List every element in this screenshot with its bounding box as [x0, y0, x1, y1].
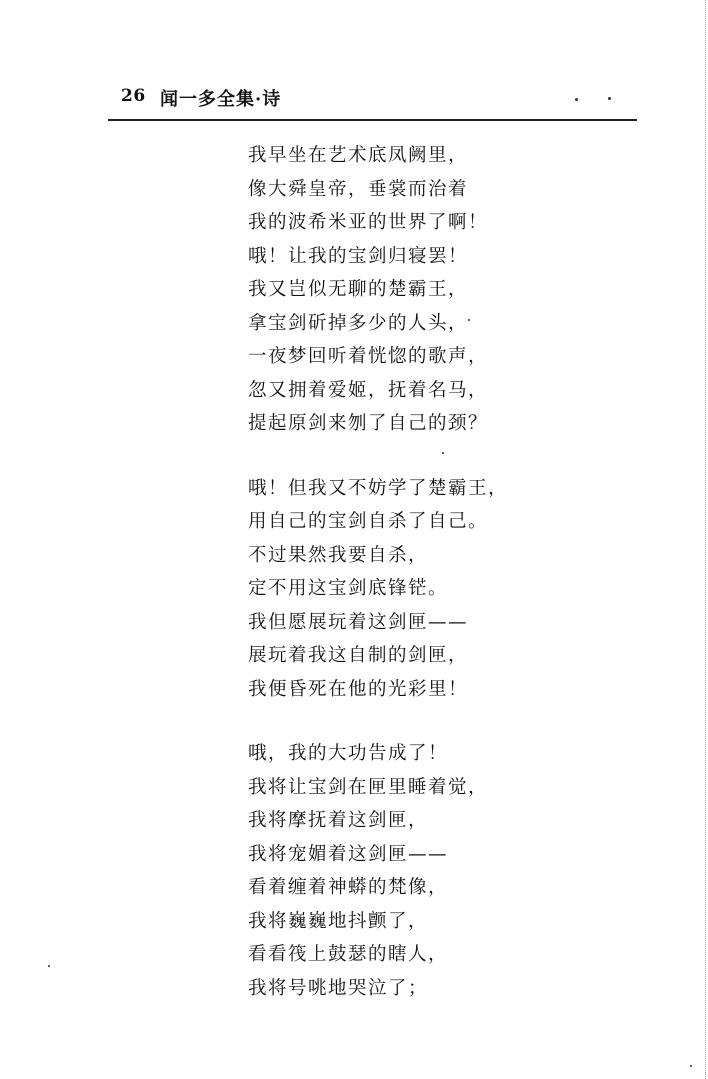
poem-line: 我但愿展玩着这剑匣——	[248, 611, 469, 633]
poem-line: 不过果然我要自杀，	[248, 544, 429, 566]
poem-line: 定不用这宝剑底锋铓。	[248, 578, 449, 599]
scan-speck	[608, 97, 611, 100]
poem-line: 我将让宝剑在匣里睡着觉，	[248, 776, 489, 798]
stanza	[248, 472, 578, 707]
poem-line: 我将宠媚着这剑匣——	[248, 843, 449, 865]
poem-line: 我早坐在艺术底凤阙里，	[248, 145, 469, 166]
poem-line: 我将摩抚着这剑匣，	[248, 810, 429, 831]
poem-line: 像大舜皇帝，垂裳而治着	[248, 178, 469, 200]
poem-line: 哦，我的大功告成了！	[248, 743, 449, 764]
page-number: 26	[121, 86, 146, 106]
poem-line: 我的波希米亚的世界了啊！	[248, 212, 489, 233]
header-rule	[108, 119, 637, 121]
poem-line: 一夜梦回听着恍惚的歌声，	[248, 346, 489, 367]
poem-line: 哦！但我又不妨学了楚霸王，	[248, 477, 509, 499]
poem-body	[248, 139, 578, 1036]
poem-line: 哦！让我的宝剑归寝罢！	[248, 245, 469, 267]
poem-line: 看着缠着神蟒的梵像，	[248, 877, 449, 898]
scan-speck	[690, 1065, 692, 1067]
scan-speck	[575, 98, 578, 101]
poem-line: 忽又拥着爱姬，抚着名马，	[248, 379, 489, 401]
poem-line: 拿宝剑斫掉多少的人头，	[248, 312, 469, 334]
poem-line: 看看筏上鼓瑟的瞎人，	[248, 944, 449, 965]
poem-line: 我又岂似无聊的楚霸王，	[248, 279, 469, 300]
poem-line: 用自己的宝剑自杀了自己。	[248, 511, 489, 532]
poem-line: 提起原剑来刎了自己的颈？	[248, 413, 489, 434]
poem-line: 展玩着我这自制的剑匣，	[248, 645, 469, 666]
stanza	[248, 139, 578, 441]
scan-speck	[48, 965, 50, 967]
poem-line: 我将号咷地哭泣了；	[248, 977, 429, 999]
running-title: 闻一多全集·诗	[160, 89, 282, 110]
poem-line: 我便昏死在他的光彩里！	[248, 678, 469, 700]
page-header	[0, 0, 708, 122]
poem-line: 我将巍巍地抖颤了，	[248, 910, 429, 932]
page-edge	[704, 0, 706, 1079]
stanza	[248, 737, 578, 1005]
